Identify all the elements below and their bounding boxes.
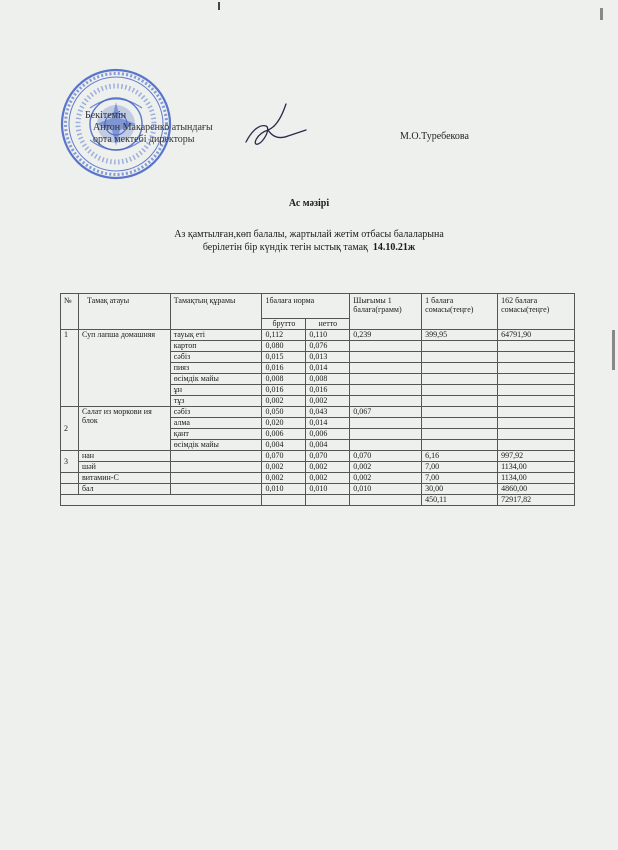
cost-1-value xyxy=(422,363,498,374)
table-row xyxy=(61,462,575,473)
empty-cell xyxy=(262,495,306,506)
dish-name: бал xyxy=(78,484,170,495)
ingredient xyxy=(170,473,262,484)
output-value: 0,067 xyxy=(350,407,422,418)
cost-1-value: 7,00 xyxy=(422,473,498,484)
ingredient: сәбіз xyxy=(170,407,262,418)
scan-mark xyxy=(218,2,220,10)
netto-value: 0,014 xyxy=(306,418,350,429)
ingredient xyxy=(170,462,262,473)
director-name: М.О.Туребекова xyxy=(400,131,469,142)
cost-1-value: 399,95 xyxy=(422,330,498,341)
approval-block xyxy=(85,110,213,146)
ingredient: алма xyxy=(170,418,262,429)
ingredient: өсімдік майы xyxy=(170,374,262,385)
cost-1-value xyxy=(422,440,498,451)
brutto-value: 0,004 xyxy=(262,440,306,451)
cost-1-value xyxy=(422,429,498,440)
ingredient: тауық еті xyxy=(170,330,262,341)
netto-value: 0,070 xyxy=(306,451,350,462)
output-value xyxy=(350,429,422,440)
cost-162-value xyxy=(498,341,575,352)
cost-1-value xyxy=(422,407,498,418)
ingredient: тұз xyxy=(170,396,262,407)
total-label-cell xyxy=(61,495,262,506)
table-row xyxy=(61,473,575,484)
ingredient: картоп xyxy=(170,341,262,352)
brutto-value: 0,112 xyxy=(262,330,306,341)
header-composition: Тамақтың құрамы xyxy=(170,294,262,330)
cost-1-value xyxy=(422,341,498,352)
cost-1-value: 7,00 xyxy=(422,462,498,473)
netto-value: 0,013 xyxy=(306,352,350,363)
ingredient xyxy=(170,451,262,462)
header-cost-1: 1 балаға сомасы(теңге) xyxy=(422,294,498,330)
netto-value: 0,002 xyxy=(306,396,350,407)
output-value xyxy=(350,418,422,429)
brutto-value: 0,002 xyxy=(262,396,306,407)
table-row xyxy=(61,484,575,495)
header-num: № xyxy=(61,294,79,330)
group-num: 2 xyxy=(61,407,79,451)
netto-value: 0,110 xyxy=(306,330,350,341)
total-cost-162: 72917,82 xyxy=(498,495,575,506)
brutto-value: 0,016 xyxy=(262,363,306,374)
netto-value: 0,010 xyxy=(306,484,350,495)
group-num: 3 xyxy=(61,451,79,473)
netto-value: 0,008 xyxy=(306,374,350,385)
empty-cell xyxy=(306,495,350,506)
group-num: 1 xyxy=(61,330,79,407)
cost-162-value xyxy=(498,385,575,396)
brutto-value: 0,080 xyxy=(262,341,306,352)
header-cost-162: 162 балаға сомасы(теңге) xyxy=(498,294,575,330)
output-value: 0,239 xyxy=(350,330,422,341)
ingredient: өсімдік майы xyxy=(170,440,262,451)
approval-line: орта мектебі директоры xyxy=(93,134,195,145)
netto-value: 0,006 xyxy=(306,429,350,440)
netto-value: 0,076 xyxy=(306,341,350,352)
cost-162-value xyxy=(498,429,575,440)
brutto-value: 0,010 xyxy=(262,484,306,495)
dish-name: Салат из моркови ия блок xyxy=(78,407,170,451)
netto-value: 0,043 xyxy=(306,407,350,418)
output-value xyxy=(350,396,422,407)
ingredient: сәбіз xyxy=(170,352,262,363)
cost-162-value: 1134,00 xyxy=(498,462,575,473)
cost-162-value xyxy=(498,363,575,374)
header-name: Тамақ атауы xyxy=(78,294,170,330)
header-output: Шығымы 1 балаға(грамм) xyxy=(350,294,422,330)
output-value: 0,010 xyxy=(350,484,422,495)
scan-mark xyxy=(612,330,615,370)
cost-162-value xyxy=(498,396,575,407)
brutto-value: 0,050 xyxy=(262,407,306,418)
cost-162-value: 1134,00 xyxy=(498,473,575,484)
cost-162-value: 64791,90 xyxy=(498,330,575,341)
document-subtitle xyxy=(0,228,618,254)
cost-1-value xyxy=(422,385,498,396)
cost-162-value: 997,92 xyxy=(498,451,575,462)
empty-cell xyxy=(350,495,422,506)
brutto-value: 0,002 xyxy=(262,462,306,473)
ingredient xyxy=(170,484,262,495)
signature-icon xyxy=(238,100,308,160)
cost-162-value xyxy=(498,418,575,429)
total-cost-1: 450,11 xyxy=(422,495,498,506)
cost-162-value xyxy=(498,374,575,385)
dish-name: витамин-С xyxy=(78,473,170,484)
scan-mark xyxy=(600,8,603,20)
group-num xyxy=(61,473,79,484)
header-brutto: брутто xyxy=(262,319,306,330)
table-row xyxy=(61,330,575,341)
output-value xyxy=(350,352,422,363)
header-netto: нетто xyxy=(306,319,350,330)
brutto-value: 0,016 xyxy=(262,385,306,396)
table-row xyxy=(61,451,575,462)
menu-table xyxy=(60,293,575,506)
ingredient: қант xyxy=(170,429,262,440)
brutto-value: 0,015 xyxy=(262,352,306,363)
brutto-value: 0,006 xyxy=(262,429,306,440)
subtitle-text: берілетін бір күндік тегін ыстық тамақ xyxy=(202,242,368,253)
subtitle-line: Аз қамтылған,көп балалы, жартылай жетім отбасы балаларына xyxy=(174,229,444,240)
netto-value: 0,016 xyxy=(306,385,350,396)
cost-1-value: 30,00 xyxy=(422,484,498,495)
netto-value: 0,002 xyxy=(306,462,350,473)
ingredient: пияз xyxy=(170,363,262,374)
subtitle-line xyxy=(0,241,618,254)
cost-1-value xyxy=(422,396,498,407)
netto-value: 0,002 xyxy=(306,473,350,484)
brutto-value: 0,070 xyxy=(262,451,306,462)
cost-1-value xyxy=(422,418,498,429)
output-value xyxy=(350,440,422,451)
output-value: 0,002 xyxy=(350,462,422,473)
cost-162-value xyxy=(498,440,575,451)
approval-line: Антон Макаренко атындағы xyxy=(93,122,213,133)
ingredient: ұн xyxy=(170,385,262,396)
brutto-value: 0,002 xyxy=(262,473,306,484)
document-title: Ас мәзірі xyxy=(288,198,330,209)
menu-date: 14.10.21ж xyxy=(372,242,416,253)
output-value xyxy=(350,385,422,396)
output-value xyxy=(350,341,422,352)
cost-1-value xyxy=(422,352,498,363)
header-norm: 1балаға норма xyxy=(262,294,350,319)
output-value: 0,070 xyxy=(350,451,422,462)
output-value xyxy=(350,374,422,385)
cost-162-value xyxy=(498,407,575,418)
dish-name: шәй xyxy=(78,462,170,473)
dish-name: Суп лапша домашняя xyxy=(78,330,170,407)
table-row xyxy=(61,407,575,418)
cost-162-value xyxy=(498,352,575,363)
cost-1-value xyxy=(422,374,498,385)
group-num xyxy=(61,484,79,495)
dish-name: нан xyxy=(78,451,170,462)
netto-value: 0,004 xyxy=(306,440,350,451)
table-header-row xyxy=(61,294,575,319)
brutto-value: 0,008 xyxy=(262,374,306,385)
approval-line: Бекітемін xyxy=(85,110,127,121)
netto-value: 0,014 xyxy=(306,363,350,374)
output-value xyxy=(350,363,422,374)
total-row xyxy=(61,495,575,506)
output-value: 0,002 xyxy=(350,473,422,484)
brutto-value: 0,020 xyxy=(262,418,306,429)
cost-162-value: 4860,00 xyxy=(498,484,575,495)
cost-1-value: 6,16 xyxy=(422,451,498,462)
